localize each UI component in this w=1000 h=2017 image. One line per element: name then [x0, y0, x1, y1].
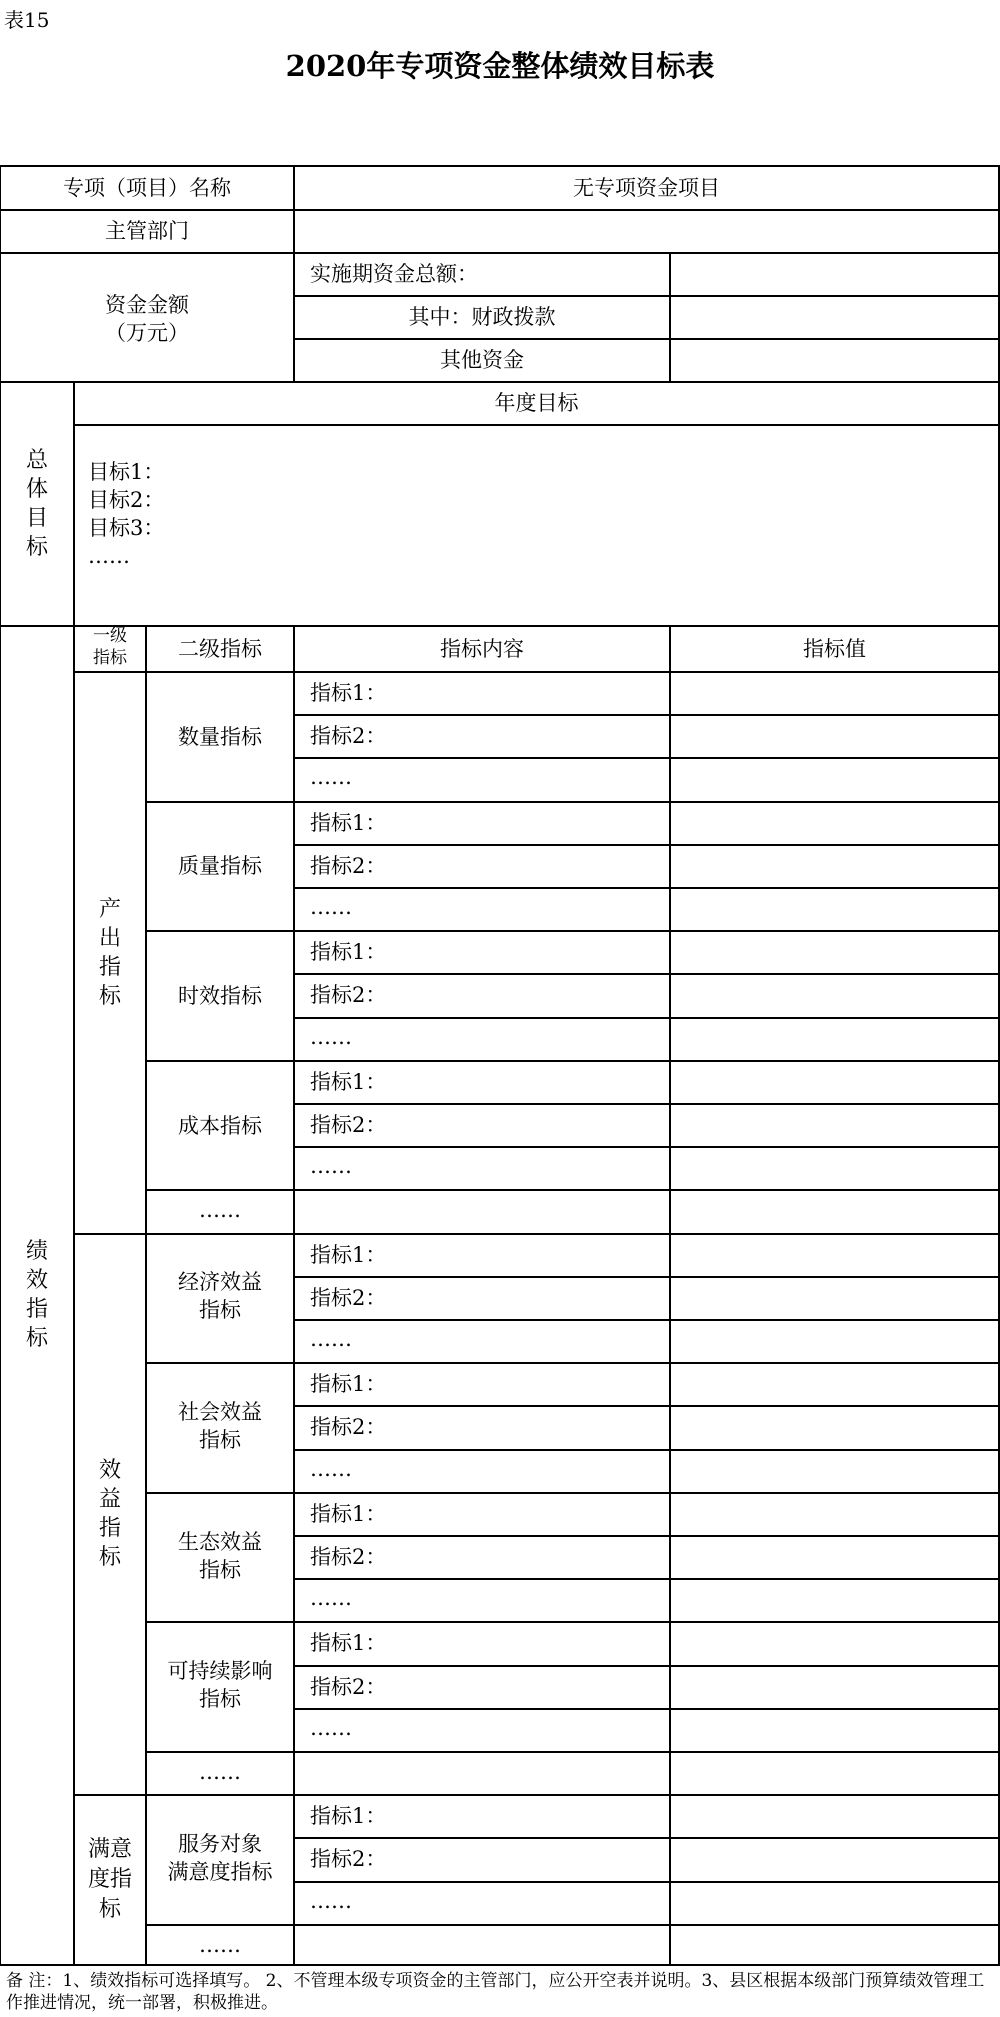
- indicator-content: ……: [310, 1024, 352, 1049]
- indicator-content: 指标1：: [310, 1804, 387, 1829]
- indicator-content: 指标2：: [310, 983, 387, 1008]
- level2-indicator: 数量指标: [178, 724, 262, 749]
- table-rule: [146, 1492, 1000, 1494]
- indicator-content: 指标2：: [310, 1113, 387, 1137]
- level2-indicator: 社会效益: [178, 1400, 262, 1424]
- overall-goal-label: 标: [25, 535, 48, 560]
- overall-goal-label: 体: [25, 477, 48, 502]
- performance-indicator-label: 标: [25, 1326, 48, 1351]
- performance-indicator-label: 效: [25, 1268, 48, 1293]
- indicator-content: 指标1：: [310, 681, 387, 705]
- footnote: 备 注：1、绩效指标可选择填写。 2、不管理本级专项资金的主管部门，应公开空表并说明。3、县区根据本级部门预算绩效管理工作推进情况，统一部署，积极推进。: [6, 1971, 985, 2013]
- indicator-content: 指标2：: [310, 1545, 387, 1569]
- table-rule: [294, 973, 1000, 975]
- satisfaction-indicator-label: 度指: [87, 1867, 132, 1893]
- level2-indicator-more: ……: [199, 1932, 241, 1957]
- benefit-indicator-label: 益: [98, 1487, 121, 1513]
- indicator-content: 指标1：: [310, 1069, 387, 1094]
- department-label: 主管部门: [105, 219, 189, 243]
- indicator-content: ……: [310, 1456, 352, 1481]
- level2-indicator: 指标: [199, 1298, 241, 1323]
- level2-indicator: 指标: [199, 1687, 241, 1712]
- goal-item: 目标3：: [88, 516, 165, 540]
- table-rule: [294, 887, 1000, 889]
- benefit-indicator-label: 效: [98, 1458, 121, 1484]
- table-rule: [294, 757, 1000, 759]
- level2-indicator: 服务对象: [178, 1832, 262, 1856]
- table-rule: [146, 930, 1000, 932]
- table-rule: [294, 1405, 1000, 1407]
- indicator-content: 指标1：: [310, 1372, 387, 1397]
- table-rule: [0, 381, 1000, 383]
- table-rule: [74, 424, 1000, 426]
- indicator-content: 指标2：: [310, 1847, 387, 1872]
- table-rule: [0, 166, 1, 1966]
- satisfaction-indicator-label: 标: [98, 1897, 121, 1923]
- table-rule: [74, 1233, 1000, 1235]
- table-rule: [73, 382, 75, 1966]
- indicator-content: 指标1：: [310, 810, 387, 835]
- indicator-content: 指标2：: [310, 724, 387, 749]
- indicator-content: 指标2：: [310, 853, 387, 878]
- table-rule: [294, 1535, 1000, 1537]
- level2-indicator: 指标: [199, 1428, 241, 1452]
- table-rule: [0, 625, 1000, 627]
- goal-item: 目标1：: [88, 460, 165, 484]
- level2-indicator: 满意度指标: [167, 1860, 273, 1884]
- performance-indicator-label: 绩: [25, 1239, 48, 1264]
- indicator-content: ……: [310, 1327, 352, 1351]
- other-funds-label: 其他资金: [440, 348, 524, 372]
- level2-indicator-more: ……: [199, 1760, 241, 1784]
- level1-header-2: 指标: [93, 648, 127, 668]
- indicator-content: ……: [310, 1586, 352, 1611]
- level2-header: 二级指标: [178, 637, 262, 661]
- indicator-content: ……: [310, 1154, 352, 1179]
- project-name-label: 专项（项目）名称: [63, 176, 231, 200]
- output-indicator-label: 指: [98, 954, 121, 980]
- table-rule: [0, 1964, 1000, 1966]
- table-rule: [294, 1708, 1000, 1710]
- value-header: 指标值: [803, 637, 866, 661]
- indicator-content: ……: [310, 895, 352, 919]
- performance-indicator-label: 指: [25, 1297, 48, 1322]
- table-rule: [294, 1665, 1000, 1667]
- funds-unit: （万元）: [105, 321, 189, 345]
- table-rule: [294, 1103, 1000, 1105]
- funds-label: 资金金额: [105, 293, 189, 317]
- content-header: 指标内容: [440, 637, 524, 661]
- table-rule: [294, 338, 1000, 340]
- table-rule: [146, 1060, 1000, 1062]
- indicator-content: ……: [310, 1715, 352, 1740]
- indicator-content: 指标1：: [310, 1501, 387, 1526]
- level2-indicator-more: ……: [199, 1198, 241, 1223]
- indicator-content: 指标2：: [310, 1674, 387, 1699]
- page-title: 2020年专项资金整体绩效目标表: [285, 49, 715, 83]
- table-rule: [294, 714, 1000, 716]
- table-rule: [146, 1621, 1000, 1623]
- level2-indicator: 生态效益: [178, 1529, 262, 1554]
- indicator-content: ……: [310, 1888, 352, 1913]
- table-rule: [294, 844, 1000, 846]
- table-rule: [0, 165, 1000, 167]
- level2-indicator: 成本指标: [178, 1113, 262, 1138]
- table-rule: [146, 1189, 1000, 1191]
- table-rule: [74, 1794, 1000, 1796]
- level2-indicator: 经济效益: [178, 1270, 262, 1295]
- level2-indicator: 质量指标: [178, 854, 262, 879]
- indicator-content: 指标1：: [310, 940, 387, 965]
- level1-header-1: 一级: [93, 626, 127, 646]
- table-rule: [294, 1319, 1000, 1321]
- indicator-content: 指标1：: [310, 1242, 387, 1267]
- table-rule: [294, 1881, 1000, 1883]
- table-rule: [294, 1017, 1000, 1019]
- indicator-content: 指标2：: [310, 1415, 387, 1440]
- benefit-indicator-label: 标: [98, 1545, 121, 1571]
- table-rule: [146, 1362, 1000, 1364]
- table-rule: [146, 1751, 1000, 1753]
- fiscal-funds-label: 其中：财政拨款: [408, 305, 556, 329]
- annual-goal-label: 年度目标: [494, 391, 579, 415]
- table-rule: [146, 1924, 1000, 1926]
- output-indicator-label: 标: [98, 983, 121, 1009]
- table-rule: [294, 295, 1000, 297]
- table-rule: [0, 209, 1000, 211]
- project-name-value: 无专项资金项目: [573, 176, 720, 200]
- table-rule: [294, 1146, 1000, 1148]
- table-rule: [294, 1276, 1000, 1278]
- level2-indicator: 可持续影响: [167, 1659, 273, 1684]
- table-rule: [146, 801, 1000, 803]
- level2-indicator: 时效指标: [178, 984, 262, 1008]
- table-rule: [0, 252, 1000, 254]
- overall-goal-label: 目: [25, 506, 48, 531]
- total-funds-label: 实施期资金总额：: [310, 262, 478, 286]
- table-rule: [294, 1578, 1000, 1580]
- indicator-content: 指标2：: [310, 1285, 387, 1310]
- goal-item: 目标2：: [88, 488, 165, 512]
- satisfaction-indicator-label: 满意: [87, 1837, 132, 1863]
- output-indicator-label: 出: [98, 925, 121, 951]
- table-rule: [74, 671, 1000, 673]
- table-rule: [294, 1449, 1000, 1451]
- indicator-content: 指标1：: [310, 1631, 387, 1656]
- level2-indicator: 指标: [199, 1557, 241, 1582]
- table-rule: [669, 626, 671, 1966]
- overall-goal-label: 总: [25, 448, 48, 473]
- goal-item: ……: [88, 544, 130, 568]
- indicator-content: ……: [310, 765, 352, 790]
- table-rule: [294, 1837, 1000, 1839]
- benefit-indicator-label: 指: [98, 1516, 121, 1542]
- table-number: 表15: [4, 8, 50, 32]
- output-indicator-label: 产: [98, 896, 121, 922]
